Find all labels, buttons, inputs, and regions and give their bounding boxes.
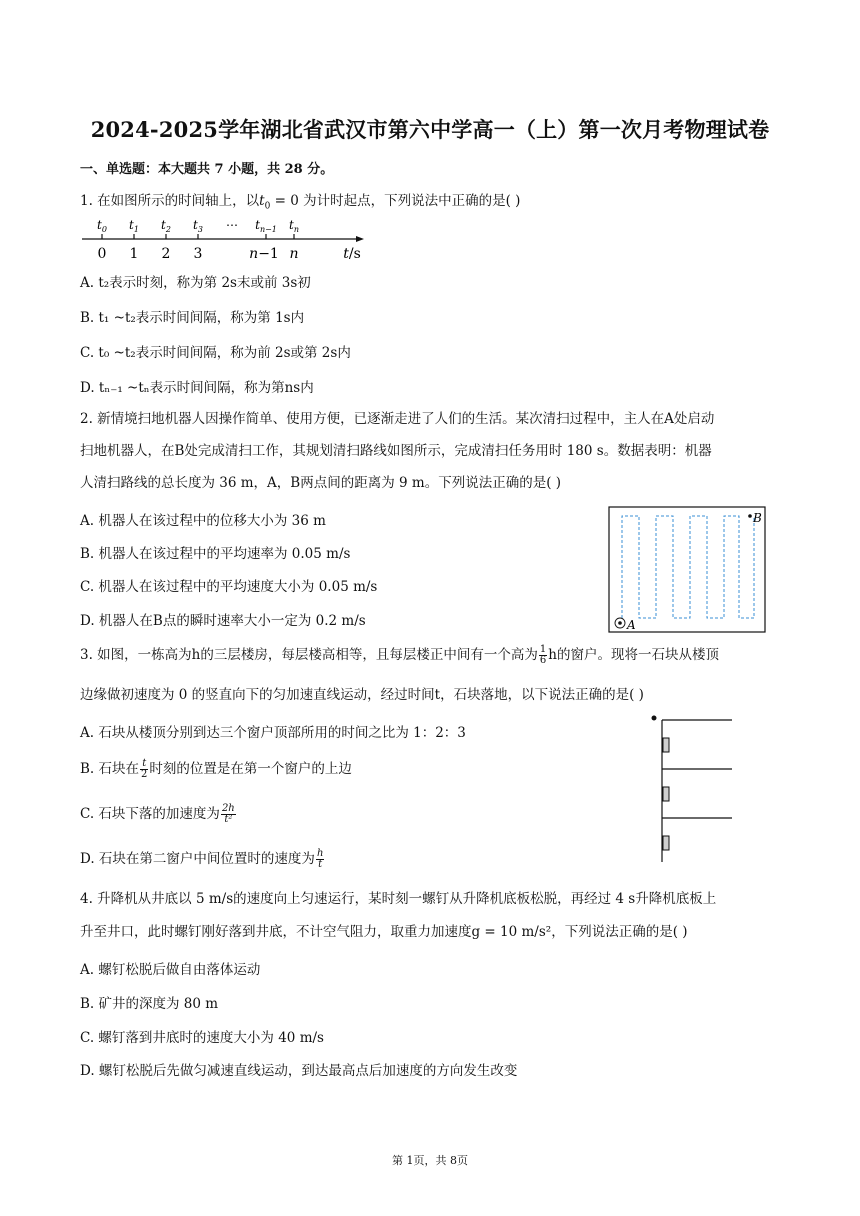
axis-tick-1: 1 [129,246,139,262]
point-b-label: B [753,511,762,525]
q3-option-c[interactable]: C. 石块下落的加速度为 $\frac{2h}{\text{t²}}$ [80,803,235,825]
q1-option-b[interactable]: B. t₁ ~t₂表示时间间隔，称为第 1s内 [80,310,305,326]
q2-option-a[interactable]: A. 机器人在该过程中的位移大小为 36 m [80,513,326,529]
axis-tick-3: 3 [193,246,203,262]
q1-option-c[interactable]: C. t₀ ~t₂表示时间间隔，称为前 2s或第 2s内 [80,345,351,361]
axis-tick-n: n [289,246,299,262]
q2-line-1: 2. 新情境扫地机器人因操作简单、使用方便，已逐渐走进了人们的生活。某次清扫过程中，主人在A处启动 [80,411,715,427]
q2-line-3: 人清扫路线的总长度为 36 m，A，B两点间的距离为 9 m。下列说法正确的是( ) [80,475,562,491]
q4-option-a[interactable]: A. 螺钉松脱后做自由落体运动 [80,962,261,978]
stone-icon [652,716,657,721]
axis-label-ellipsis: ⋯ [226,218,238,232]
q2-option-c[interactable]: C. 机器人在该过程中的平均速度大小为 0.05 m/s [80,579,378,595]
axis-label-tn: $t_n$ [289,218,299,234]
axis-tick-0: 0 [97,246,107,262]
axis-label-t3: $t_3$ [193,218,203,234]
q2-option-b[interactable]: B. 机器人在该过程中的平均速率为 0.05 m/s [80,546,351,562]
window-3 [663,836,669,850]
q1-time-axis-figure [80,214,370,264]
q2-robot-path-figure [608,506,768,634]
page-footer: 第 1页，共 8页 [392,1154,468,1167]
fraction-h-over-t: $\frac{h}{t}$ [316,848,324,870]
q4-option-b[interactable]: B. 矿井的深度为 80 m [80,996,219,1012]
page-title: 2024-2025学年湖北省武汉市第六中学高一（上）第一次月考物理试卷 [90,117,770,142]
fraction-t-over-2: $\frac{t}{2}$ [141,758,148,780]
q3-line-1-part-b: h的窗户。现将一石块从楼顶 [548,647,719,663]
axis-unit: t/s [343,246,361,262]
q3-building-figure [648,712,734,864]
axis-tick-2: 2 [161,246,171,262]
fraction-one-sixth: $\frac{1}{6}$ [539,644,547,666]
q3-line-2: 边缘做初速度为 0 的竖直向下的匀加速直线运动，经过时间t，石块落地，以下说法正确的是( ) [80,687,644,703]
question-1-stem: 1. 在如图所示的时间轴上，以$t_0 = 0$ 为计时起点，下列说法中正确的是( ) [80,193,521,212]
q1-option-a[interactable]: A. t₂表示时刻，称为第 2s末或前 3s初 [80,275,311,291]
axis-label-t0: $t_0$ [97,218,107,234]
axis-label-t1: $t_1$ [129,218,139,234]
q4-option-c[interactable]: C. 螺钉落到井底时的速度大小为 40 m/s [80,1030,324,1046]
axis-label-tn-1: $t_{n-1}$ [255,218,277,234]
q2-option-d[interactable]: D. 机器人在B点的瞬时速率大小一定为 0.2 m/s [80,613,366,629]
q3-option-d[interactable]: D. 石块在第二窗户中间位置时的速度为 $\frac{h}{t}$ [80,848,324,870]
q3-option-b[interactable]: B. 石块在 $\frac{t}{2}$ 时刻的位置是在第一个窗户的上边 [80,758,352,780]
axis-label-t2: $t_2$ [161,218,171,234]
q1-stem-part-a: 1. 在如图所示的时间轴上，以 [80,193,260,209]
q1-option-d[interactable]: D. tₙ₋₁ ~tₙ表示时间间隔，称为第ns内 [80,380,314,396]
window-1 [663,738,669,752]
point-a-label: A [627,618,636,632]
q3-line-1 [80,640,719,670]
q3-line-1-part-a: 3. 如图，一栋高为h的三层楼房，每层楼高相等，且每层楼正中间有一个高为 [80,647,538,663]
section-heading: 一、单选题：本大题共 7 小题，共 28 分。 [80,162,334,177]
axis-tick-n-1: n−1 [249,246,279,262]
window-2 [663,787,669,801]
q3-option-a[interactable]: A. 石块从楼顶分别到达三个窗户顶部所用的时间之比为 1：2：3 [80,725,466,741]
q2-line-2: 扫地机器人，在B处完成清扫工作，其规划清扫路线如图所示，完成清扫任务用时 180 s。数据表明：机器 [80,443,712,459]
fraction-2h-over-t2: $\frac{2h}{\text{t²}}$ [221,803,235,825]
q4-line-2: 升至井口，此时螺钉刚好落到井底，不计空气阻力，取重力加速度g = 10 m/s²，下列说法正确的是( ) [80,924,688,940]
q4-option-d[interactable]: D. 螺钉松脱后先做匀减速直线运动，到达最高点后加速度的方向发生改变 [80,1063,518,1079]
q1-stem-part-b: 为计时起点，下列说法中正确的是( ) [298,193,521,209]
q4-line-1: 4. 升降机从井底以 5 m/s的速度向上匀速运行，某时刻一螺钉从升降机底板松脱，再经过 4 s升降机底板上 [80,891,717,907]
